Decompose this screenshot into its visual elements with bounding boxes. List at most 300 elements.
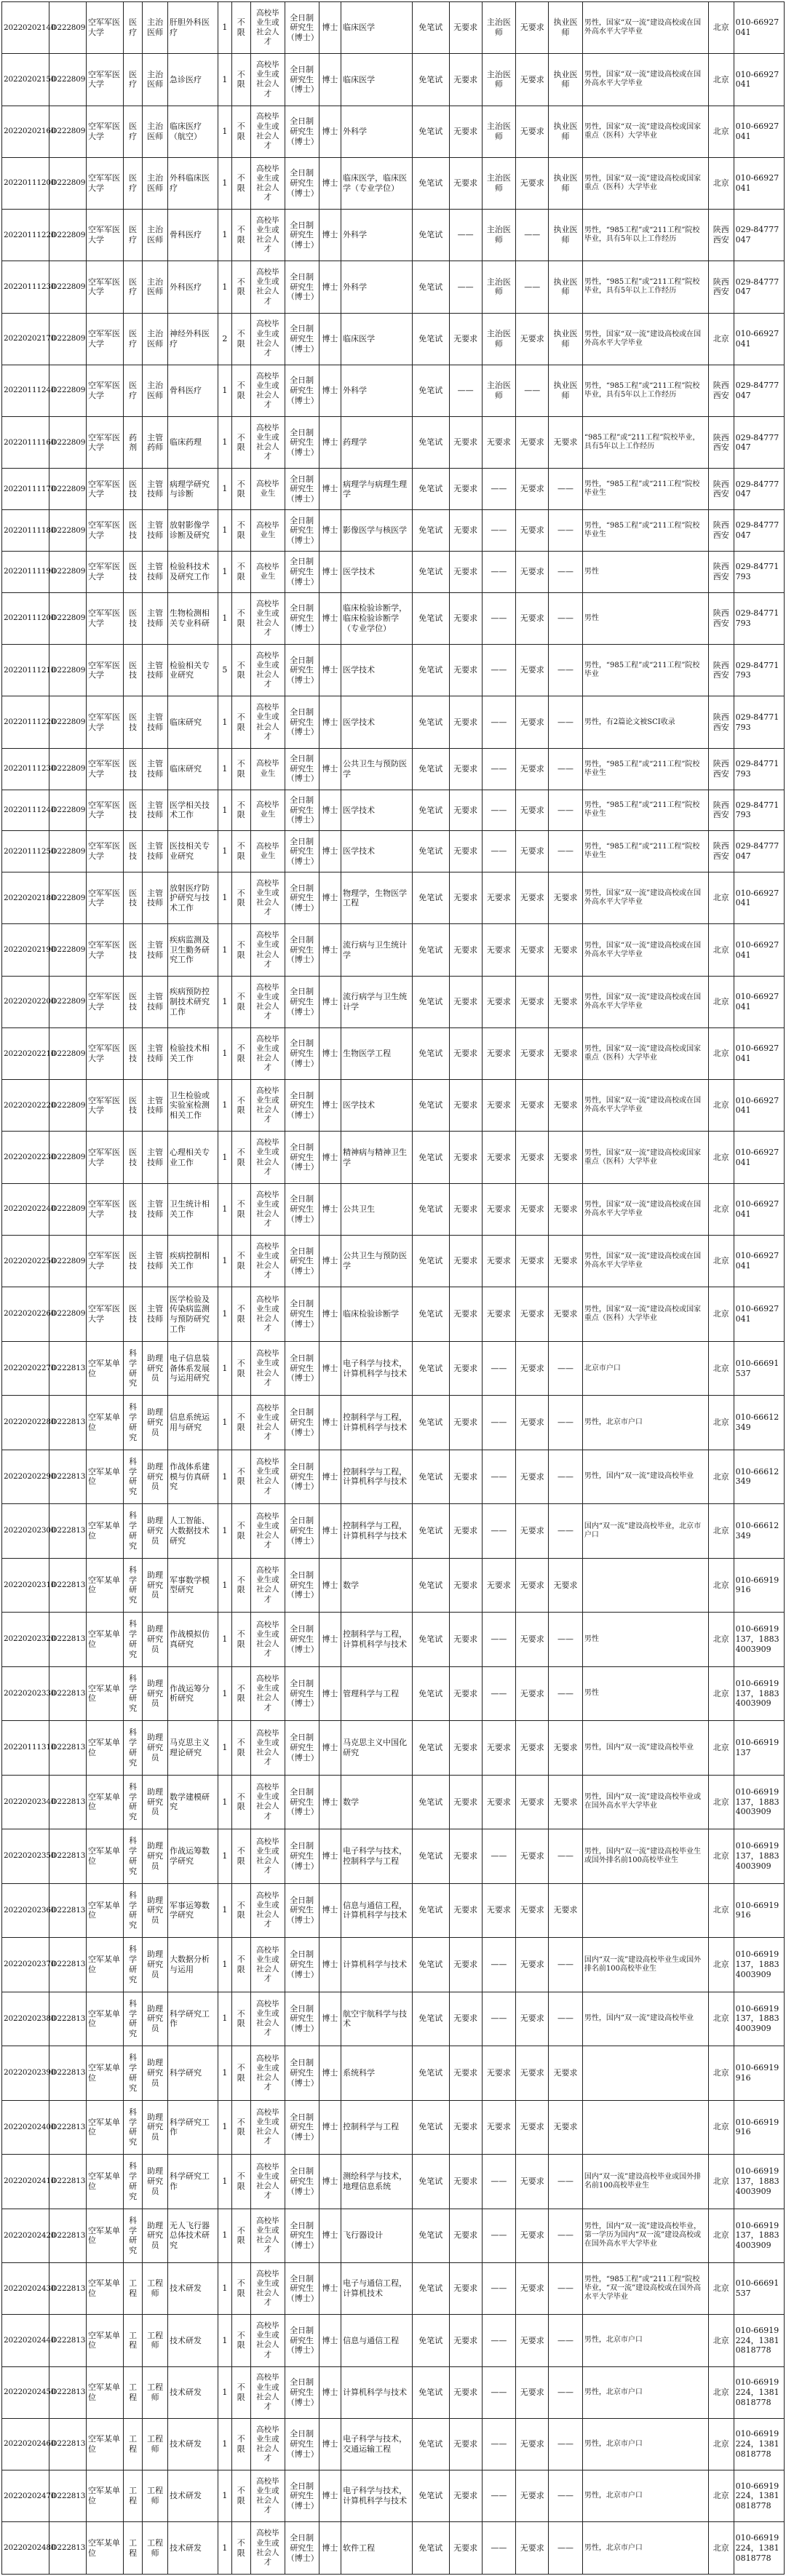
phone-cell: 029-84777047 bbox=[734, 261, 784, 313]
age-cell: 不限 bbox=[231, 2046, 250, 2100]
major-cell: 信息与通信工程 bbox=[341, 2315, 413, 2366]
category-cell: 科学研究 bbox=[123, 1558, 142, 1612]
other-cert-cell: 无要求 bbox=[516, 1775, 549, 1829]
major-cell: 航空宇航科学与技术 bbox=[341, 1992, 413, 2046]
education-cell: 全日制研究生（博士） bbox=[285, 313, 319, 365]
unit-code-cell: D222813 bbox=[49, 2315, 87, 2366]
phone-cell: 010-66919137 bbox=[734, 1721, 784, 1775]
position-code-cell: 20220111240 bbox=[2, 790, 49, 831]
unit-code-cell: D222813 bbox=[49, 2470, 87, 2522]
professional-title-cell: —— bbox=[482, 1666, 516, 1720]
exam-cell: 免笔试 bbox=[412, 2209, 449, 2262]
professional-title-cell: —— bbox=[482, 1992, 516, 2046]
location-cell: 北京 bbox=[708, 1341, 734, 1395]
exam-cell: 免笔试 bbox=[412, 417, 449, 469]
title-cell: 工程师 bbox=[143, 2263, 168, 2315]
job-description-cell: 科学研究工作 bbox=[167, 2100, 218, 2154]
education-cell: 全日制研究生（博士） bbox=[285, 696, 319, 748]
location-cell: 陕西西安 bbox=[708, 261, 734, 313]
other-cert-cell: 无要求 bbox=[516, 831, 549, 872]
category-cell: 科学研究 bbox=[123, 1721, 142, 1775]
degree-cell: 博士 bbox=[319, 1183, 341, 1235]
table-row bbox=[2, 2366, 785, 2418]
degree-cell: 博士 bbox=[319, 469, 341, 510]
job-description-cell: 急诊医疗 bbox=[167, 54, 218, 106]
degree-cell: 博士 bbox=[319, 1721, 341, 1775]
table-row bbox=[2, 1287, 785, 1341]
other-cert-cell: 无要求 bbox=[516, 1883, 549, 1937]
age-cell: 不限 bbox=[231, 831, 250, 872]
table-row bbox=[2, 417, 785, 469]
major-cell: 医学技术 bbox=[341, 645, 413, 696]
other-cert-cell: 无要求 bbox=[516, 313, 549, 365]
professional-title-cell: —— bbox=[482, 1938, 516, 1992]
source-cell: 高校毕业生或社会人才 bbox=[250, 1080, 285, 1132]
major-cell: 电子科学与技术，计算机科学与技术 bbox=[341, 1341, 413, 1395]
table-row bbox=[2, 696, 785, 748]
other-cert-cell: —— bbox=[516, 261, 549, 313]
cert-cell: 无要求 bbox=[449, 1183, 482, 1235]
unit-code-cell: D222809 bbox=[49, 1132, 87, 1183]
remarks-cell: 男性 bbox=[582, 1666, 708, 1720]
headcount-cell: 1 bbox=[218, 1829, 231, 1883]
job-description-cell: 肝胆外科医疗 bbox=[167, 2, 218, 54]
unit-code-cell: D222813 bbox=[49, 1883, 87, 1937]
category-cell: 医疗 bbox=[123, 106, 142, 157]
employer-cell: 空军某单位 bbox=[87, 2209, 124, 2262]
title-cell: 主管技师 bbox=[143, 1287, 168, 1341]
age-cell: 不限 bbox=[231, 261, 250, 313]
source-cell: 高校毕业生或社会人才 bbox=[250, 696, 285, 748]
headcount-cell: 1 bbox=[218, 2522, 231, 2575]
employer-cell: 空军军医大学 bbox=[87, 552, 124, 593]
source-cell: 高校毕业生或社会人才 bbox=[250, 1992, 285, 2046]
unit-code-cell: D222813 bbox=[49, 2366, 87, 2418]
education-cell: 全日制研究生（博士） bbox=[285, 2522, 319, 2575]
other-cert-cell: 无要求 bbox=[516, 924, 549, 976]
phone-cell: 010-66919224，13810818778 bbox=[734, 2470, 784, 2522]
age-cell: 不限 bbox=[231, 924, 250, 976]
degree-cell: 博士 bbox=[319, 1775, 341, 1829]
cert-cell: —— bbox=[449, 365, 482, 416]
education-cell: 全日制研究生（博士） bbox=[285, 831, 319, 872]
degree-cell: 博士 bbox=[319, 417, 341, 469]
unit-code-cell: D222809 bbox=[49, 313, 87, 365]
major-cell: 影像医学与核医学 bbox=[341, 510, 413, 552]
unit-code-cell: D222809 bbox=[49, 54, 87, 106]
education-cell: 全日制研究生（博士） bbox=[285, 1236, 319, 1287]
employer-cell: 空军某单位 bbox=[87, 1666, 124, 1720]
phone-cell: 010-66927041 bbox=[734, 976, 784, 1027]
position-code-cell: 20220202220 bbox=[2, 1080, 49, 1132]
source-cell: 高校毕业生或社会人才 bbox=[250, 1829, 285, 1883]
other-cert-cell: 无要求 bbox=[516, 2263, 549, 2315]
degree-cell: 博士 bbox=[319, 1883, 341, 1937]
exam-cell: 免笔试 bbox=[412, 2418, 449, 2470]
qualification-cell: 无要求 bbox=[549, 1287, 583, 1341]
age-cell: 不限 bbox=[231, 2, 250, 54]
job-description-cell: 大数据分析与运用 bbox=[167, 1938, 218, 1992]
phone-cell: 010-66919137，18834003909 bbox=[734, 1938, 784, 1992]
exam-cell: 免笔试 bbox=[412, 510, 449, 552]
employer-cell: 空军某单位 bbox=[87, 2155, 124, 2209]
job-description-cell: 技术研发 bbox=[167, 2470, 218, 2522]
major-cell: 控制科学与工程，计算机科学与技术 bbox=[341, 1450, 413, 1503]
cert-cell: 无要求 bbox=[449, 417, 482, 469]
education-cell: 全日制研究生（博士） bbox=[285, 2155, 319, 2209]
headcount-cell: 1 bbox=[218, 1883, 231, 1937]
professional-title-cell: —— bbox=[482, 831, 516, 872]
unit-code-cell: D222809 bbox=[49, 696, 87, 748]
job-description-cell: 医学检验及传染病监测与预防研究工作 bbox=[167, 1287, 218, 1341]
other-cert-cell: 无要求 bbox=[516, 1287, 549, 1341]
category-cell: 医技 bbox=[123, 1027, 142, 1079]
source-cell: 高校毕业生 bbox=[250, 469, 285, 510]
qualification-cell: 执业医师 bbox=[549, 313, 583, 365]
degree-cell: 博士 bbox=[319, 1236, 341, 1287]
title-cell: 助理研究员 bbox=[143, 2155, 168, 2209]
education-cell: 全日制研究生（博士） bbox=[285, 1341, 319, 1395]
major-cell: 计算机科学与技术 bbox=[341, 2366, 413, 2418]
degree-cell: 博士 bbox=[319, 552, 341, 593]
cert-cell: 无要求 bbox=[449, 1341, 482, 1395]
degree-cell: 博士 bbox=[319, 2315, 341, 2366]
major-cell: 控制科学与工程，计算机科学与技术 bbox=[341, 1613, 413, 1666]
other-cert-cell: 无要求 bbox=[516, 510, 549, 552]
phone-cell: 010-66927041 bbox=[734, 157, 784, 209]
table-row bbox=[2, 1396, 785, 1450]
title-cell: 主管技师 bbox=[143, 790, 168, 831]
cert-cell: 无要求 bbox=[449, 2470, 482, 2522]
professional-title-cell: 主治医师 bbox=[482, 210, 516, 261]
cert-cell: 无要求 bbox=[449, 469, 482, 510]
table-row bbox=[2, 2470, 785, 2522]
title-cell: 主治医师 bbox=[143, 365, 168, 416]
qualification-cell: 无要求 bbox=[549, 1558, 583, 1612]
title-cell: 主管技师 bbox=[143, 510, 168, 552]
source-cell: 高校毕业生或社会人才 bbox=[250, 261, 285, 313]
education-cell: 全日制研究生（博士） bbox=[285, 1938, 319, 1992]
cert-cell: 无要求 bbox=[449, 1721, 482, 1775]
headcount-cell: 1 bbox=[218, 54, 231, 106]
position-code-cell: 20220111310 bbox=[2, 1721, 49, 1775]
table-row bbox=[2, 1183, 785, 1235]
major-cell: 控制科学与工程，计算机科学与技术 bbox=[341, 1396, 413, 1450]
location-cell: 北京 bbox=[708, 2263, 734, 2315]
position-code-cell: 20220202160 bbox=[2, 106, 49, 157]
job-description-cell: 军事数学模型研究 bbox=[167, 1558, 218, 1612]
education-cell: 全日制研究生（博士） bbox=[285, 210, 319, 261]
source-cell: 高校毕业生或社会人才 bbox=[250, 313, 285, 365]
job-description-cell: 军事运筹数学研究 bbox=[167, 1883, 218, 1937]
employer-cell: 空军军医大学 bbox=[87, 924, 124, 976]
source-cell: 高校毕业生或社会人才 bbox=[250, 2, 285, 54]
exam-cell: 免笔试 bbox=[412, 106, 449, 157]
source-cell: 高校毕业生 bbox=[250, 552, 285, 593]
major-cell: 医学技术 bbox=[341, 696, 413, 748]
other-cert-cell: 无要求 bbox=[516, 469, 549, 510]
source-cell: 高校毕业生或社会人才 bbox=[250, 1132, 285, 1183]
major-cell: 信息与通信工程，计算机科学与技术 bbox=[341, 1883, 413, 1937]
table-row bbox=[2, 2, 785, 54]
unit-code-cell: D222813 bbox=[49, 1613, 87, 1666]
headcount-cell: 2 bbox=[218, 313, 231, 365]
headcount-cell: 1 bbox=[218, 592, 231, 644]
remarks-cell: 男性，国内“双一流”建设高校毕业 bbox=[582, 1450, 708, 1503]
location-cell: 北京 bbox=[708, 1132, 734, 1183]
employer-cell: 空军军医大学 bbox=[87, 790, 124, 831]
table-row bbox=[2, 1992, 785, 2046]
title-cell: 主管技师 bbox=[143, 924, 168, 976]
job-description-cell: 人工智能、大数据技术研究 bbox=[167, 1504, 218, 1558]
exam-cell: 免笔试 bbox=[412, 592, 449, 644]
category-cell: 医技 bbox=[123, 1236, 142, 1287]
phone-cell: 010-66919137，18834003909 bbox=[734, 2209, 784, 2262]
table-row bbox=[2, 1721, 785, 1775]
employer-cell: 空军某单位 bbox=[87, 1613, 124, 1666]
unit-code-cell: D222809 bbox=[49, 1080, 87, 1132]
job-description-cell: 心理相关专业工作 bbox=[167, 1132, 218, 1183]
title-cell: 主管技师 bbox=[143, 1236, 168, 1287]
job-description-cell: 疾病监测及卫生勤务研究工作 bbox=[167, 924, 218, 976]
category-cell: 科学研究 bbox=[123, 1992, 142, 2046]
title-cell: 助理研究员 bbox=[143, 1883, 168, 1937]
qualification-cell: —— bbox=[549, 1992, 583, 2046]
other-cert-cell: —— bbox=[516, 210, 549, 261]
other-cert-cell: 无要求 bbox=[516, 1183, 549, 1235]
title-cell: 助理研究员 bbox=[143, 1829, 168, 1883]
unit-code-cell: D222809 bbox=[49, 924, 87, 976]
employer-cell: 空军军医大学 bbox=[87, 365, 124, 416]
position-code-cell: 20220202140 bbox=[2, 2, 49, 54]
job-description-cell: 电子信息装备体系发展与运用研究 bbox=[167, 1341, 218, 1395]
qualification-cell: —— bbox=[549, 2155, 583, 2209]
education-cell: 全日制研究生（博士） bbox=[285, 1829, 319, 1883]
unit-code-cell: D222813 bbox=[49, 1504, 87, 1558]
exam-cell: 免笔试 bbox=[412, 1721, 449, 1775]
location-cell: 北京 bbox=[708, 924, 734, 976]
exam-cell: 免笔试 bbox=[412, 552, 449, 593]
source-cell: 高校毕业生 bbox=[250, 510, 285, 552]
title-cell: 主治医师 bbox=[143, 261, 168, 313]
degree-cell: 博士 bbox=[319, 2155, 341, 2209]
remarks-cell: 男性，“985工程”或“211工程”院校毕业，具有5年以上工作经历 bbox=[582, 210, 708, 261]
table-row bbox=[2, 2522, 785, 2575]
phone-cell: 010-66927041 bbox=[734, 54, 784, 106]
exam-cell: 免笔试 bbox=[412, 1992, 449, 2046]
phone-cell: 010-66919137，18834003909 bbox=[734, 2155, 784, 2209]
location-cell: 北京 bbox=[708, 1396, 734, 1450]
category-cell: 医疗 bbox=[123, 261, 142, 313]
remarks-cell: 男性，国家“双一流”建设高校或在国外高水平大学毕业 bbox=[582, 1080, 708, 1132]
age-cell: 不限 bbox=[231, 1883, 250, 1937]
category-cell: 医技 bbox=[123, 1080, 142, 1132]
job-description-cell: 检验相关专业研究 bbox=[167, 645, 218, 696]
exam-cell: 免笔试 bbox=[412, 1132, 449, 1183]
headcount-cell: 1 bbox=[218, 872, 231, 924]
remarks-cell: 男性，“985工程”或“211工程”院校毕业生 bbox=[582, 790, 708, 831]
education-cell: 全日制研究生（博士） bbox=[285, 2315, 319, 2366]
qualification-cell: —— bbox=[549, 2366, 583, 2418]
source-cell: 高校毕业生或社会人才 bbox=[250, 2046, 285, 2100]
professional-title-cell: —— bbox=[482, 469, 516, 510]
job-description-cell: 放射医疗防护研究与技术工作 bbox=[167, 872, 218, 924]
cert-cell: 无要求 bbox=[449, 748, 482, 790]
employer-cell: 空军军医大学 bbox=[87, 54, 124, 106]
exam-cell: 免笔试 bbox=[412, 1183, 449, 1235]
degree-cell: 博士 bbox=[319, 645, 341, 696]
position-code-cell: 20220111220 bbox=[2, 696, 49, 748]
major-cell: 电子与通信工程，计算机技术 bbox=[341, 2263, 413, 2315]
qualification-cell: —— bbox=[549, 831, 583, 872]
remarks-cell: 男性，北京市户口 bbox=[582, 2366, 708, 2418]
phone-cell: 029-84777047 bbox=[734, 510, 784, 552]
cert-cell: 无要求 bbox=[449, 924, 482, 976]
job-description-cell: 科学研究工作 bbox=[167, 2155, 218, 2209]
title-cell: 工程师 bbox=[143, 2315, 168, 2366]
headcount-cell: 1 bbox=[218, 1236, 231, 1287]
unit-code-cell: D222809 bbox=[49, 976, 87, 1027]
major-cell: 临床医学 bbox=[341, 54, 413, 106]
category-cell: 科学研究 bbox=[123, 1883, 142, 1937]
cert-cell: 无要求 bbox=[449, 1132, 482, 1183]
title-cell: 助理研究员 bbox=[143, 1558, 168, 1612]
age-cell: 不限 bbox=[231, 2470, 250, 2522]
job-description-cell: 生物检测相关专业科研 bbox=[167, 592, 218, 644]
source-cell: 高校毕业生 bbox=[250, 790, 285, 831]
education-cell: 全日制研究生（博士） bbox=[285, 1132, 319, 1183]
employer-cell: 空军某单位 bbox=[87, 2522, 124, 2575]
age-cell: 不限 bbox=[231, 1666, 250, 1720]
position-code-cell: 20220111230 bbox=[2, 261, 49, 313]
remarks-cell: 男性，国家“双一流”建设高校或国家重点（医科）大学毕业 bbox=[582, 106, 708, 157]
employer-cell: 空军某单位 bbox=[87, 1558, 124, 1612]
title-cell: 助理研究员 bbox=[143, 1450, 168, 1503]
location-cell: 北京 bbox=[708, 2366, 734, 2418]
position-code-cell: 20220111160 bbox=[2, 417, 49, 469]
remarks-cell: 男性，“985工程”或“211工程”院校毕业生 bbox=[582, 831, 708, 872]
education-cell: 全日制研究生（博士） bbox=[285, 2366, 319, 2418]
unit-code-cell: D222809 bbox=[49, 645, 87, 696]
exam-cell: 免笔试 bbox=[412, 2470, 449, 2522]
category-cell: 科学研究 bbox=[123, 2155, 142, 2209]
table-row bbox=[2, 872, 785, 924]
cert-cell: 无要求 bbox=[449, 1558, 482, 1612]
unit-code-cell: D222813 bbox=[49, 2046, 87, 2100]
employer-cell: 空军军医大学 bbox=[87, 157, 124, 209]
headcount-cell: 1 bbox=[218, 831, 231, 872]
remarks-cell: 男性，国内“双一流”建设高校毕业，第一学历为国内“双一流”建设高校或在国外高水平大学毕业 bbox=[582, 2209, 708, 2262]
position-code-cell: 20220202390 bbox=[2, 2046, 49, 2100]
unit-code-cell: D222809 bbox=[49, 261, 87, 313]
cert-cell: 无要求 bbox=[449, 1396, 482, 1450]
age-cell: 不限 bbox=[231, 2155, 250, 2209]
employer-cell: 空军某单位 bbox=[87, 2046, 124, 2100]
degree-cell: 博士 bbox=[319, 924, 341, 976]
other-cert-cell: 无要求 bbox=[516, 1236, 549, 1287]
remarks-cell: 男性，国内“双一流”建设高校毕业生或国外排名前100高校毕业生 bbox=[582, 1829, 708, 1883]
qualification-cell: 执业医师 bbox=[549, 2, 583, 54]
major-cell: 临床医学 bbox=[341, 313, 413, 365]
major-cell: 精神病与精神卫生学 bbox=[341, 1132, 413, 1183]
title-cell: 主治医师 bbox=[143, 157, 168, 209]
unit-code-cell: D222809 bbox=[49, 872, 87, 924]
phone-cell: 029-84777047 bbox=[734, 210, 784, 261]
employer-cell: 空军军医大学 bbox=[87, 748, 124, 790]
professional-title-cell: 无要求 bbox=[482, 2046, 516, 2100]
table-row bbox=[2, 645, 785, 696]
job-description-cell: 作战体系建模与仿真研究 bbox=[167, 1450, 218, 1503]
job-description-cell: 医技相关专业研究 bbox=[167, 831, 218, 872]
category-cell: 医技 bbox=[123, 469, 142, 510]
other-cert-cell: 无要求 bbox=[516, 2470, 549, 2522]
remarks-cell: 男性，“985工程”或“211工程”院校毕业生 bbox=[582, 469, 708, 510]
source-cell: 高校毕业生或社会人才 bbox=[250, 1236, 285, 1287]
qualification-cell: 无要求 bbox=[549, 417, 583, 469]
job-description-cell: 卫生检验或实验室检测相关工作 bbox=[167, 1080, 218, 1132]
category-cell: 医技 bbox=[123, 1287, 142, 1341]
major-cell: 外科学 bbox=[341, 365, 413, 416]
position-code-cell: 20220111220 bbox=[2, 210, 49, 261]
exam-cell: 免笔试 bbox=[412, 2522, 449, 2575]
category-cell: 医技 bbox=[123, 645, 142, 696]
remarks-cell: 男性，国家“双一流”建设高校或在国外高水平大学毕业 bbox=[582, 313, 708, 365]
qualification-cell: 无要求 bbox=[549, 1721, 583, 1775]
other-cert-cell: 无要求 bbox=[516, 106, 549, 157]
location-cell: 陕西西安 bbox=[708, 365, 734, 416]
age-cell: 不限 bbox=[231, 2209, 250, 2262]
remarks-cell: 国内“双一流”建设高校毕业，北京市户口 bbox=[582, 1504, 708, 1558]
location-cell: 北京 bbox=[708, 1883, 734, 1937]
remarks-cell: 男性，北京市户口 bbox=[582, 1396, 708, 1450]
employer-cell: 空军军医大学 bbox=[87, 210, 124, 261]
position-code-cell: 20220202340 bbox=[2, 1775, 49, 1829]
unit-code-cell: D222813 bbox=[49, 1992, 87, 2046]
qualification-cell: —— bbox=[549, 1396, 583, 1450]
professional-title-cell: 主治医师 bbox=[482, 313, 516, 365]
table-row bbox=[2, 1132, 785, 1183]
age-cell: 不限 bbox=[231, 1992, 250, 2046]
education-cell: 全日制研究生（博士） bbox=[285, 2209, 319, 2262]
title-cell: 工程师 bbox=[143, 2418, 168, 2470]
qualification-cell: 无要求 bbox=[549, 1775, 583, 1829]
category-cell: 科学研究 bbox=[123, 1829, 142, 1883]
major-cell: 医学技术 bbox=[341, 831, 413, 872]
location-cell: 北京 bbox=[708, 2, 734, 54]
education-cell: 全日制研究生（博士） bbox=[285, 2470, 319, 2522]
position-code-cell: 20220202470 bbox=[2, 2470, 49, 2522]
exam-cell: 免笔试 bbox=[412, 157, 449, 209]
cert-cell: 无要求 bbox=[449, 2100, 482, 2154]
professional-title-cell: —— bbox=[482, 2366, 516, 2418]
employer-cell: 空军军医大学 bbox=[87, 1236, 124, 1287]
category-cell: 医疗 bbox=[123, 157, 142, 209]
age-cell: 不限 bbox=[231, 2418, 250, 2470]
source-cell: 高校毕业生 bbox=[250, 831, 285, 872]
age-cell: 不限 bbox=[231, 2100, 250, 2154]
education-cell: 全日制研究生（博士） bbox=[285, 645, 319, 696]
employer-cell: 空军军医大学 bbox=[87, 261, 124, 313]
other-cert-cell: 无要求 bbox=[516, 592, 549, 644]
degree-cell: 博士 bbox=[319, 1450, 341, 1503]
headcount-cell: 1 bbox=[218, 1080, 231, 1132]
employer-cell: 空军某单位 bbox=[87, 2100, 124, 2154]
employer-cell: 空军军医大学 bbox=[87, 1027, 124, 1079]
degree-cell: 博士 bbox=[319, 1666, 341, 1720]
professional-title-cell: 无要求 bbox=[482, 1027, 516, 1079]
source-cell: 高校毕业生或社会人才 bbox=[250, 210, 285, 261]
professional-title-cell: 无要求 bbox=[482, 1287, 516, 1341]
